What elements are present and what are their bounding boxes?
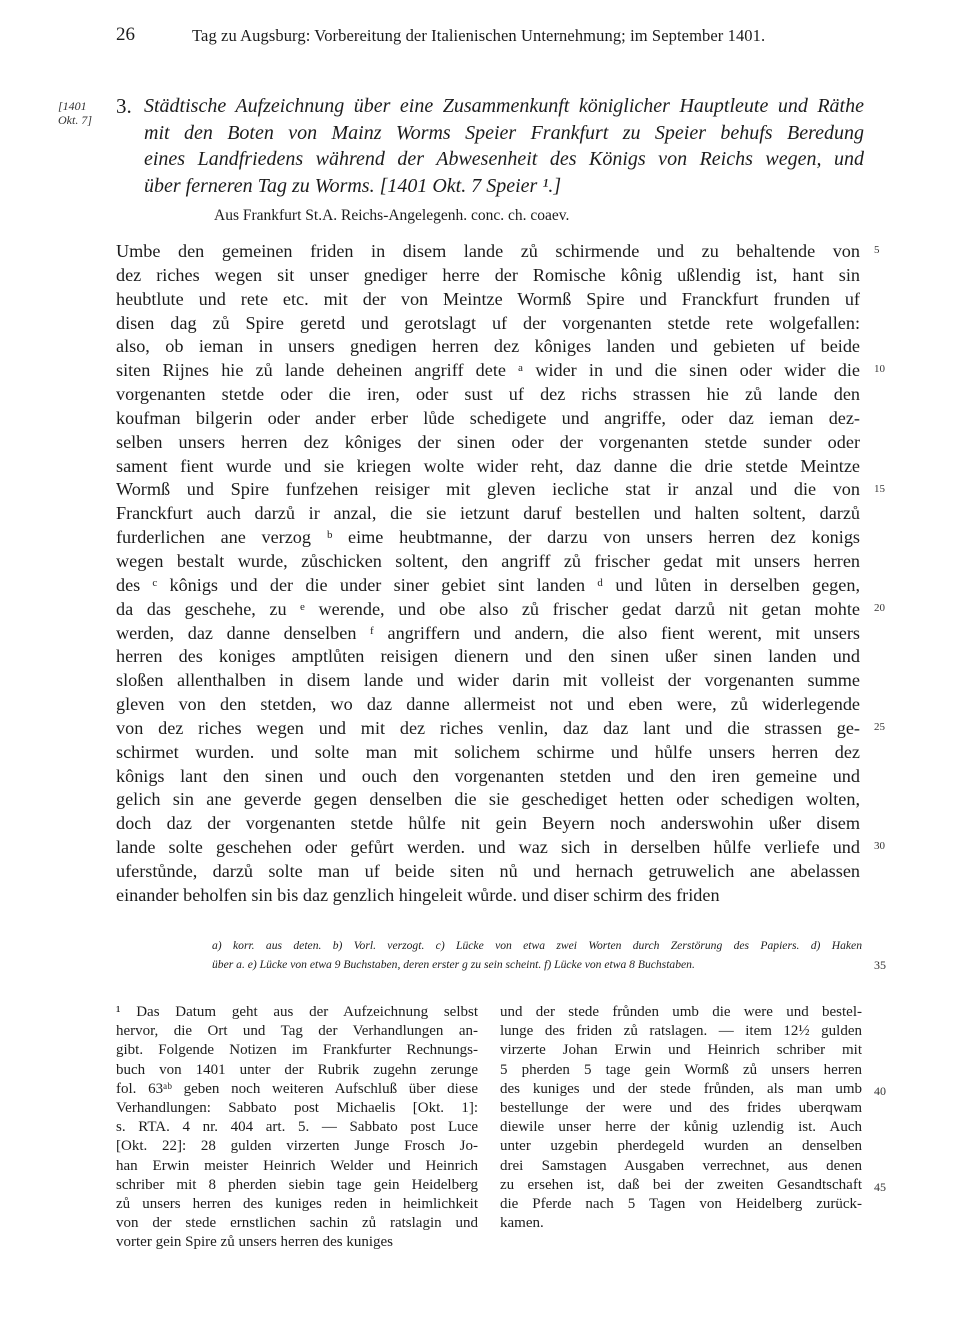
text-line: werden, daz danne denselben ᶠ angriffern und andern, die also fient werent, mit unsers [116, 622, 860, 643]
running-title: Tag zu Augsburg: Vorbereitung der Italienischen Unternehmung; im September 1401. [192, 26, 766, 45]
footnote-line: han Erwin meister Heinrich Welder und Heinrich [116, 1157, 478, 1174]
text-line: einander beholfen sin bis daz genzlich hingeleit wůrde. und diser schirm des friden [116, 884, 720, 905]
line-number: 25 [874, 721, 885, 733]
text-line: Umbe den gemeinen friden in disem lande zů schirmende und zu behaltende von [116, 241, 860, 261]
line-number: 5 [874, 244, 880, 256]
text-line: da das geschehe, zu ᵉ werende, und obe also zů frischer gedat darzů nit getan mohte [116, 598, 860, 619]
page-number: 26 [116, 24, 135, 45]
text-line: kônigs lant den sinen und ouch den vorgenanten stetden und den iren gemeine und [116, 765, 860, 786]
footnote-line: ¹ Das Datum geht aus der Aufzeichnung selbst [116, 1004, 478, 1020]
footnote-line: buch von 1401 unter der Rubrik zugehn zerunge [116, 1061, 478, 1078]
footnote-line: von der stede ernstlichen sachin zů ratslagin und [116, 1215, 478, 1232]
section-title-line: eines Landfriedens während der Abwesenheit des Königs von Reichs wegen, und [144, 148, 864, 170]
text-line: disen dag zů Spire geretd und gerotslagt uf der vorgenanten stetde rete wolgefallen: [116, 312, 860, 333]
text-line: sament fient wurde und sie kriegen wolte wider reht, daz danne die drie stetde Meintze [116, 455, 860, 476]
text-line: dez riches wegen sit unser gnediger herre der Romische kônig ußlendig ist, hant sin [116, 264, 860, 285]
text-line: siten Rijnes hie zů lande deheinen angriff dete ᵃ wider in und die sinen oder wider die [116, 360, 860, 381]
section-number: 3. [116, 94, 132, 118]
footnote-line: die Pferde nach 5 Tagen von Heidelberg zurück- [500, 1195, 862, 1212]
margin-date-year: [1401 [58, 99, 87, 113]
text-line: lande solte geschehen oder gefůrt werden. und waz sich in derselben hůlfe verliefe und [116, 837, 860, 858]
footnote-line: virzerte Johan Erwin und Heinrich schriber mit [500, 1042, 862, 1059]
footnote-line: und der stede frůnden umb die were und bestel- [500, 1004, 862, 1020]
main-text [116, 240, 860, 908]
text-line: herren des koniges amptlůten reisigen dienern und den sinen ußer sinen landen und [116, 646, 860, 667]
footnote-line: zu ersehen ist, daß bei der zweiten Gesandtschaft [500, 1176, 862, 1193]
footnote-line: Verhandlungen: Sabbato post Michaelis [Okt. 1]: [116, 1099, 478, 1116]
footnote-line: fol. 63ᵃᵇ geben noch weiteren Aufschluß über diese [116, 1080, 478, 1097]
footnote-right-column [500, 1003, 862, 1233]
footnote-line: schriber mit 8 pherden siebin tage gein Heidelberg [116, 1176, 478, 1193]
text-line: vorgenanten stetde oder die iren, oder sust uf dez richs strassen hie zů lande den [116, 384, 860, 405]
footnote-line: 5 pherden 5 tage gein Wormß zů unsers herren [500, 1061, 862, 1078]
text-line: uferstůnde, darzů solte man uf beide siten nů und hernach getruwelich ane abelassen [116, 860, 860, 881]
line-number: 45 [874, 1179, 886, 1194]
text-line: selben unsers herren dez kôniges der sinen oder der vorgenanten stetde sunder oder [116, 431, 860, 452]
section-title-line: Städtische Aufzeichnung über eine Zusammenkunft königlicher Hauptleute und Räthe [144, 95, 864, 117]
section-title-line: über ferneren Tag zu Worms. [1401 Okt. 7 Speier ¹.] [144, 174, 562, 197]
text-line: Wormß und Spire funfzehen reisiger mit gleven iecliche stat ir anzal und die von [116, 479, 860, 500]
section-title-line: mit den Boten von Mainz Worms Speier Frankfurt zu Speier behufs Beredung [144, 121, 864, 144]
footnote-line: zů unsers herren des kuniges reden in heimlichkeit [116, 1195, 478, 1212]
footnote-line: gibt. Folgende Notizen im Frankfurter Rechnungs- [116, 1042, 478, 1059]
footnote-line: lunge des friden zů ratslagen. — item 12½ gulden [500, 1023, 862, 1040]
text-line: koufman bilgerin oder ander erber lůde schedigete und angriffe, oder daz ieman dez- [116, 407, 860, 428]
text-line: sloßen allenthalben in disem lande und wider darin mit volleist der vorgenanten summe [116, 670, 860, 691]
text-line: also, ob ieman in unsers gnedigen herren dez kôniges landen und gebieten uf beide [116, 336, 860, 357]
text-line: heubtlute und rete etc. mit der von Meintze Wormß Spire und Franckfurt frunden uf [116, 288, 860, 309]
line-number: 10 [874, 363, 885, 376]
footnote-line: s. RTA. 4 nr. 404 art. 5. — Sabbato post Luce [116, 1119, 478, 1136]
line-number: 15 [874, 482, 885, 495]
footnote-line: hervor, die Ort und Tag der Verhandlungen an- [116, 1023, 478, 1040]
text-line: gleven von den stetden, wo daz danne allermeist not und eben were, zů widerlegende [116, 694, 860, 715]
apparatus-line: a) korr. aus deten. b) Vorl. verzogt. c) Lücke von etwa zwei Worten durch Zerstörung des Papiers. d) Haken [212, 939, 862, 952]
text-line: von dez riches wegen und mit dez riches venlin, daz daz lant und die strassen ge- [116, 717, 860, 738]
footnote-line: drei Samstagen Ausgaben verrechnet, aus denen [500, 1157, 862, 1174]
section-title [144, 93, 864, 199]
footnote-line: des kuniges und der stede frůnden, als man umb [500, 1080, 862, 1097]
footnote-left-column [116, 1003, 478, 1252]
footnote-line: vorter gein Spire zů unsers herren des kuniges [116, 1234, 394, 1251]
footnote-line: bestellunge der were und des frides uberqwam [500, 1099, 862, 1116]
text-line: gelich sin ane geverde gegen denselben die sie geschediget hetten oder schedigen wolten, [116, 789, 860, 810]
footnote-line: [Okt. 22]: 28 gulden virzerten Junge Frosch Jo- [116, 1138, 478, 1155]
line-number: 35 [874, 958, 886, 972]
apparatus-line: über a. e) Lücke von etwa 9 Buchstaben, deren erster g zu sein scheint. f) Lücke von etwa 8 Buchstaben. [212, 958, 695, 971]
footnote-line: kamen. [500, 1215, 544, 1232]
text-line: des ᶜ kônigs und der die under siner gebiet sint landen ᵈ und lůten in derselben gegen, [116, 574, 860, 595]
text-line: furderlichen ane verzog ᵇ eime heubtmanne, der darzu von unsers herren dez konigs [116, 527, 860, 548]
critical-apparatus [212, 936, 862, 974]
text-line: Franckfurt auch darzů ir anzal, die sie ietzunt daruf bestellen und halten soltent, darzů [116, 503, 860, 524]
line-number: 30 [874, 840, 885, 853]
line-number: 20 [874, 601, 885, 614]
footnote-line: diewile unser herre der kůnig uzlendig ist. Auch [500, 1119, 862, 1136]
source-note: Aus Frankfurt St.A. Reichs-Angelegenh. conc. ch. coaev. [214, 207, 570, 224]
margin-date-day: Okt. 7] [58, 113, 92, 127]
text-line: schirmet wurden. und solte man mit solichem schirme und hůlfe unsers herren dez [116, 741, 860, 762]
text-line: doch daz der vorgenanten stetde hůlfe nit gein Beyern noch anderswohin ußer disem [116, 813, 860, 834]
footnote-line: unter uzgebin pherdegeld wurden an denselben [500, 1138, 862, 1155]
text-line: wegen bestalt wurde, zůschicken soltent, den angriff zů frischer gedat mit unsers herren [116, 550, 860, 571]
line-number: 40 [874, 1083, 886, 1098]
